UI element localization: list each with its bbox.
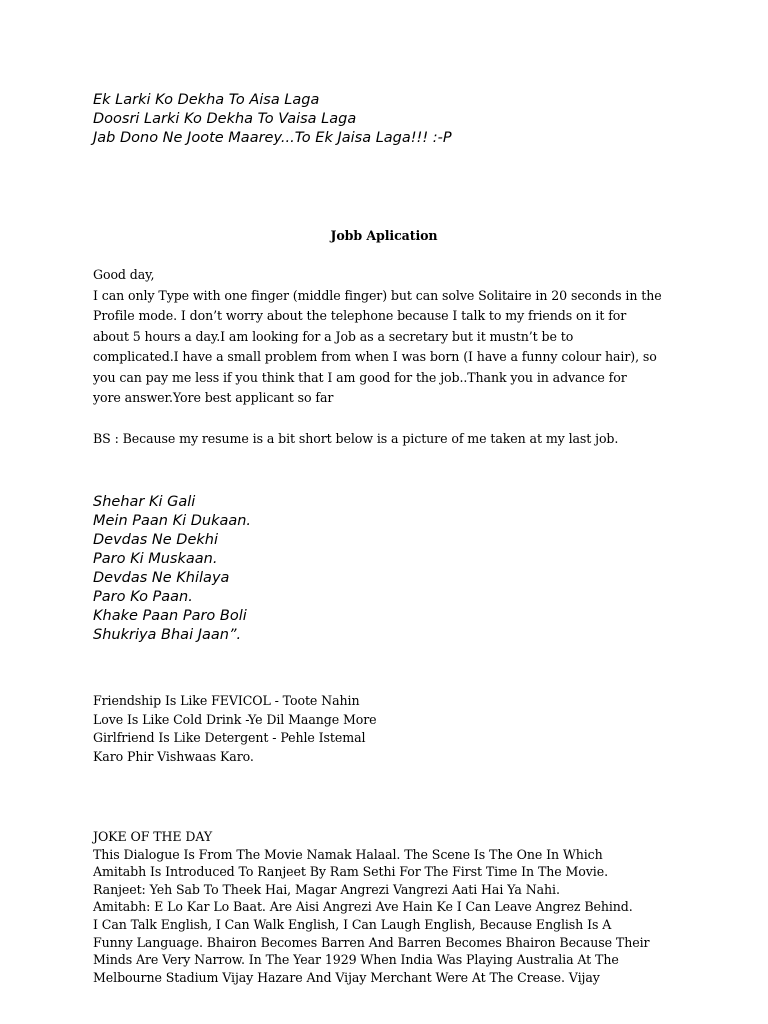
poem-line: Shukriya Bhai Jaan”. bbox=[93, 627, 242, 643]
job-application-line: you can pay me less if you think that I am good for the job..Thank you in advance for bbox=[93, 369, 627, 385]
job-application-line: Profile mode. I don’t worry about the telephone because I talk to my friends on it for bbox=[93, 308, 627, 323]
poem-block bbox=[93, 493, 251, 645]
poem-line: Khake Paan Paro Boli bbox=[93, 608, 247, 624]
job-application-line: I can only Type with one finger (middle finger) but can solve Solitaire in 20 seconds in the bbox=[93, 287, 662, 303]
couplet-line: Jab Dono Ne Joote Maarey...To Ek Jaisa Laga!!! :-P bbox=[93, 130, 452, 146]
friendship-line: Friendship Is Like FEVICOL - Toote Nahin bbox=[93, 693, 360, 708]
joke-line: Minds Are Very Narrow. In The Year 1929 When India Was Playing Australia At The bbox=[93, 952, 619, 968]
poem-line: Devdas Ne Dekhi bbox=[93, 532, 218, 548]
poem-line: Paro Ko Paan. bbox=[93, 589, 193, 605]
job-application-line: Good day, bbox=[93, 267, 155, 282]
joke-block bbox=[93, 828, 649, 986]
friendship-block bbox=[93, 692, 377, 766]
poem-line: Mein Paan Ki Dukaan. bbox=[93, 513, 252, 529]
joke-line: Melbourne Stadium Vijay Hazare And Vijay Merchant Were At The Crease. Vijay bbox=[93, 969, 600, 985]
poem-line: Paro Ki Muskaan. bbox=[93, 551, 218, 567]
job-application-line: complicated.I have a small problem from when I was born (I have a funny colour hair), so bbox=[93, 349, 657, 364]
poem-line: Shehar Ki Gali bbox=[93, 494, 196, 510]
friendship-line: Love Is Like Cold Drink -Ye Dil Maange More bbox=[93, 711, 377, 727]
joke-line: Funny Language. Bhairon Becomes Barren And Barren Becomes Bhairon Because Their bbox=[93, 934, 650, 950]
couplet-line: Ek Larki Ko Dekha To Aisa Laga bbox=[93, 92, 320, 108]
couplet-line: Doosri Larki Ko Dekha To Vaisa Laga bbox=[93, 111, 357, 127]
joke-line: Amitabh: E Lo Kar Lo Baat. Are Aisi Angrezi Ave Hain Ke I Can Leave Angrez Behind. bbox=[93, 899, 633, 915]
postscript-line: BS : Because my resume is a bit short below is a picture of me taken at my last job. bbox=[93, 431, 619, 446]
job-application-body bbox=[93, 265, 662, 409]
joke-line: I Can Talk English, I Can Walk English, I Can Laugh English, Because English Is A bbox=[93, 916, 612, 932]
friendship-line: Girlfriend Is Like Detergent - Pehle Istemal bbox=[93, 730, 366, 745]
job-application-title: Jobb Aplication bbox=[330, 228, 438, 243]
job-application-postscript bbox=[93, 429, 618, 449]
job-application-line: about 5 hours a day.I am looking for a Job as a secretary but it mustn’t be to bbox=[93, 328, 574, 344]
joke-line: Amitabh Is Introduced To Ranjeet By Ram Sethi For The First Time In The Movie. bbox=[93, 864, 608, 880]
joke-heading: JOKE OF THE DAY bbox=[93, 829, 213, 844]
poem-line: Devdas Ne Khilaya bbox=[93, 570, 230, 586]
joke-line: Ranjeet: Yeh Sab To Theek Hai, Magar Angrezi Vangrezi Aati Hai Ya Nahi. bbox=[93, 881, 560, 897]
joke-line: This Dialogue Is From The Movie Namak Halaal. The Scene Is The One In Which bbox=[93, 846, 603, 862]
friendship-line: Karo Phir Vishwaas Karo. bbox=[93, 748, 254, 764]
job-application-line: yore answer.Yore best applicant so far bbox=[93, 390, 334, 405]
couplet-block bbox=[93, 91, 452, 148]
